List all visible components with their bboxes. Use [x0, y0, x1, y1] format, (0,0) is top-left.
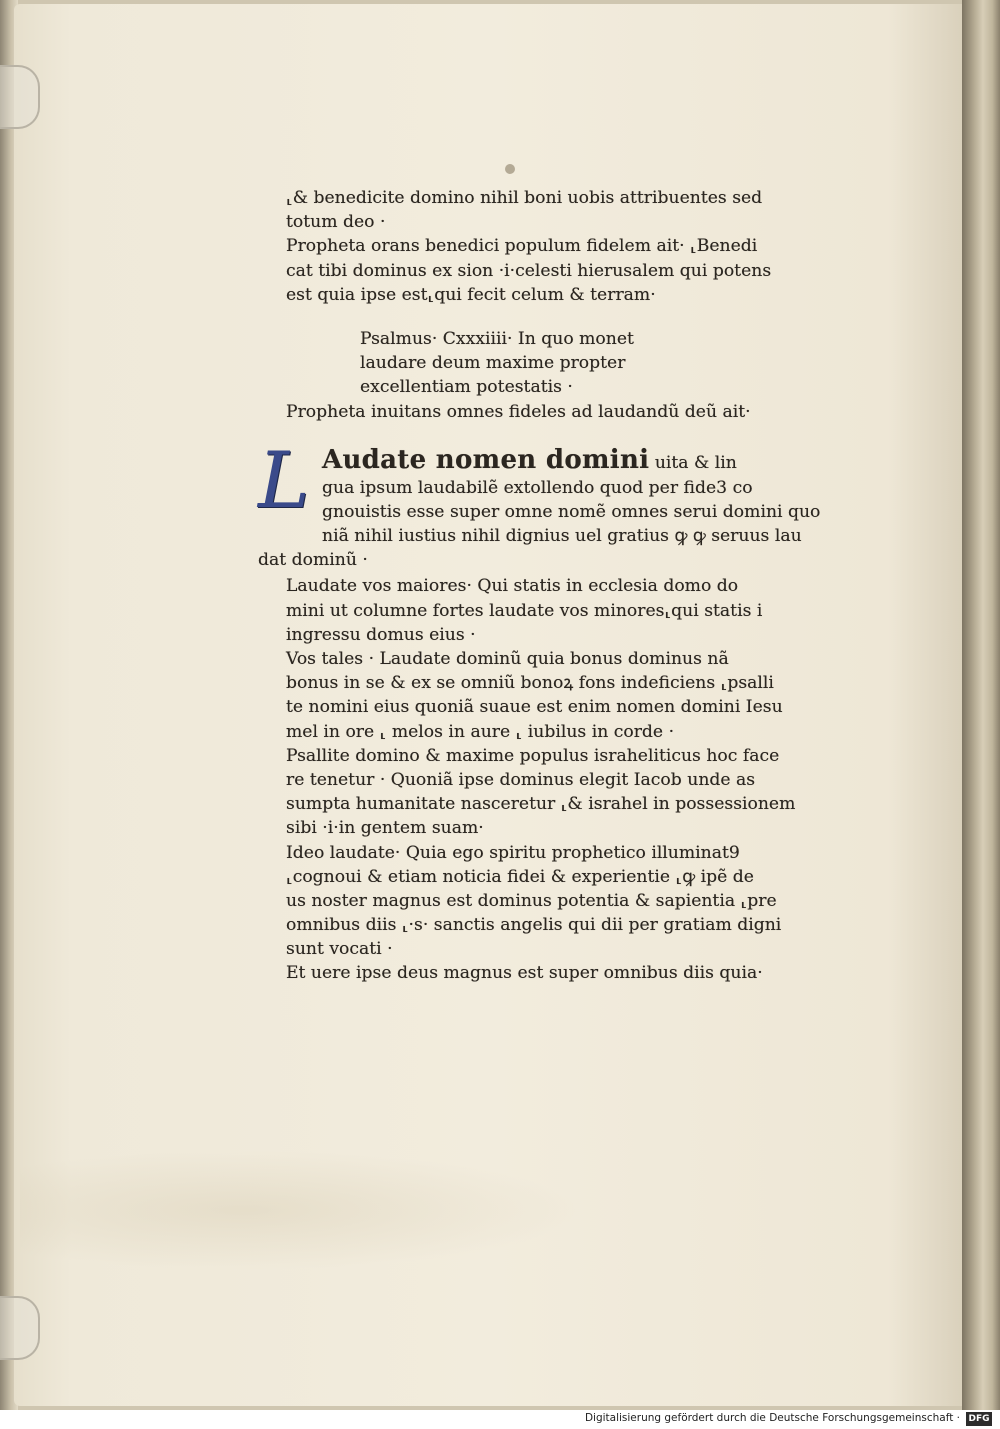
body-lines [286, 574, 856, 985]
book-edge-right [962, 0, 1000, 1410]
page-clip-top [0, 65, 40, 129]
text-line: cat tibi dominus ex sion ·i·celesti hierusalem qui potens [286, 260, 772, 281]
text-line: omnibus diis ⸤·s· sanctis angelis qui dii per gratiam digni [286, 915, 782, 936]
text-line: dat dominũ · [258, 550, 368, 571]
text-line: Psallite domino & maxime populus israheliticus hoc face [286, 745, 780, 766]
text-line: bonus in se & ex se omniũ bonoꝝ fons indeficiens ⸤psalli [286, 673, 774, 694]
page-clip-bottom [0, 1296, 40, 1360]
footer-bar [0, 1410, 1000, 1429]
decorated-initial: L [258, 435, 310, 526]
text-line: Vos tales · Laudate dominũ quia bonus dominus nã [286, 649, 729, 669]
text-line: us noster magnus est dominus potentia & sapientia ⸤pre [286, 890, 777, 911]
text-line: Et uere ipse deus magnus est super omnibus diis quia· [286, 963, 763, 984]
text-line: te nomini eius quoniã suaue est enim nomen domini Iesu [286, 697, 783, 718]
text-line: sunt vocati · [286, 939, 393, 960]
heading-line: excellentiam potestatis · [360, 377, 573, 398]
opening-lines [286, 186, 856, 307]
text-line: Ideo laudate· Quia ego spiritu prophetico illuminat9 [286, 842, 740, 863]
heading-line: Psalmus· Cxxxiiii· In quo monet [360, 328, 634, 349]
text-line: re tenetur · Quoniã ipse dominus elegit Iacob unde as [286, 769, 756, 790]
text-line: est quia ipse est⸤qui fecit celum & terram· [286, 284, 656, 305]
psalm-heading [286, 327, 856, 400]
text-line: Laudate vos maiores· Qui statis in ecclesia domo do [286, 576, 739, 597]
text-line: gua ipsum laudabilẽ extollendo quod per fide3 co [322, 477, 753, 498]
binding-hole [505, 164, 515, 174]
paper-stain [20, 1150, 580, 1270]
text-line: ingressu domus eius · [286, 624, 476, 645]
initial-paragraph [258, 435, 856, 573]
text-line: gnouistis esse super omne nomẽ omnes serui domini quo [322, 501, 821, 522]
text-line: ⸤cognoui & etiam noticia fidei & experientie ⸤ꝙ ipẽ de [286, 866, 754, 887]
text-block [258, 186, 856, 986]
display-words: Audate nomen domini [322, 444, 650, 475]
dfg-logo: DFG [966, 1412, 992, 1426]
text-line: ⸤& benedicite domino nihil boni uobis attribuentes sed [286, 188, 763, 208]
initial-continuation: uita & lin [649, 452, 737, 473]
intro-line: Propheta inuitans omnes fideles ad laudandũ deũ ait· [286, 401, 751, 422]
text-line: niã nihil iustius nihil dignius uel gratius ꝙ ꝙ seruus lau [322, 526, 802, 547]
text-line: sibi ·i·in gentem suam· [286, 818, 484, 839]
text-line: mini ut columne fortes laudate vos minores⸤qui statis i [286, 600, 763, 621]
text-line: mel in ore ⸤ melos in aure ⸤ iubilus in corde · [286, 721, 675, 742]
text-line: totum deo · [286, 212, 386, 233]
heading-line: laudare deum maxime propter [360, 353, 626, 374]
funding-credit: Digitalisierung gefördert durch die Deutsche Forschungsgemeinschaft · [584, 1412, 960, 1424]
text-line: sumpta humanitate nasceretur ⸤& israhel in possessionem [286, 794, 796, 815]
text-line: Propheta orans benedici populum fidelem ait· ⸤Benedi [286, 236, 758, 257]
